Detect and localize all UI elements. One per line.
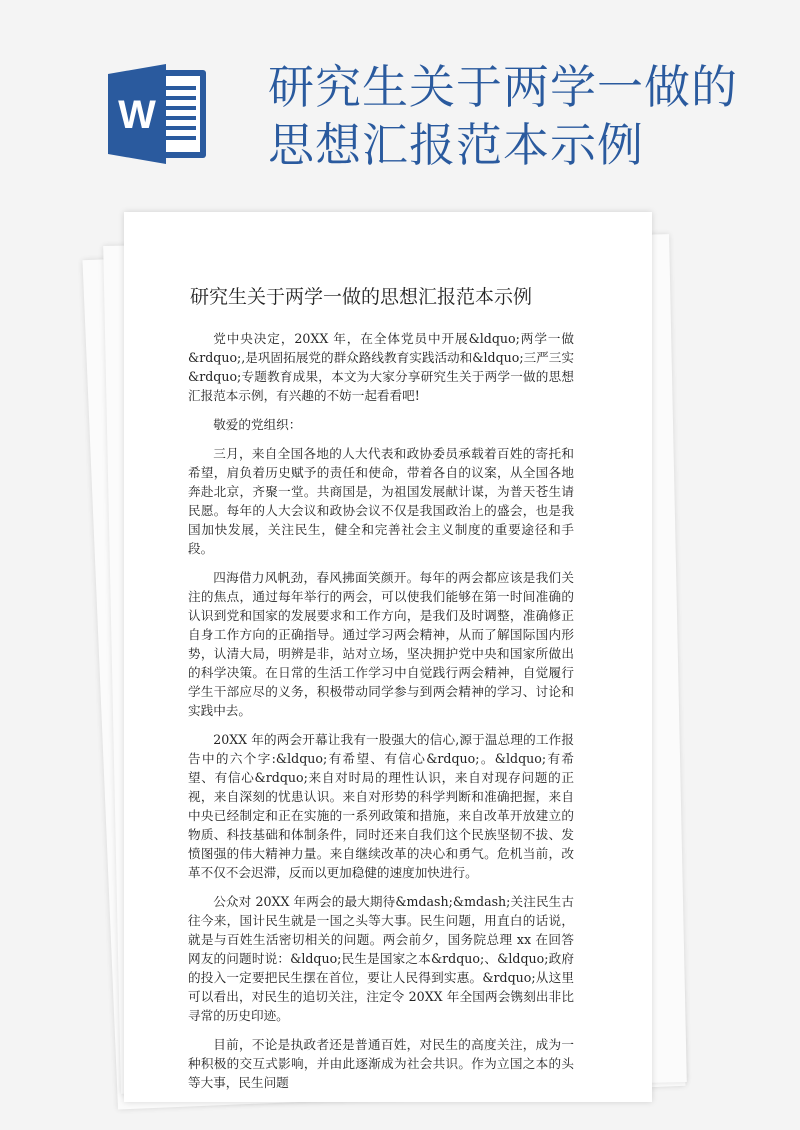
document-page xyxy=(124,212,652,1102)
document-title: 研究生关于两学一做的思想汇报范本示例 xyxy=(190,286,533,308)
document-paragraph: 目前，不论是执政者还是普通百姓，对民生的高度关注，成为一种积极的交互式影响，并由此逐渐成为社会共识。作为立国之本的头等大事，民生问题 xyxy=(188,1037,574,1090)
page-title-line-1: 研究生关于两学一做的 xyxy=(268,60,738,114)
page-title xyxy=(268,58,768,174)
word-document-icon xyxy=(108,62,210,166)
document-paragraph: 公众对 20XX 年两会的最大期待&mdash;&mdash;关注民生古往今来，国计民生就是一国之头等大事。民生问题，用直白的话说，就是与百姓生活密切相关的问题。两会前夕，国务院总理 xx 在回答网友的问题时说：&ldquo;民生是国家之本&rdquo;、&ldquo;政府的投入一定要把民生摆在首位，要让人民得到实惠。&rdquo;从这里可以看出，对民生的追切关注，注定令 20XX 年全国两会镌刻出非比寻常的历史印迹。 xyxy=(188,894,574,1023)
document-paragraph: 四海借力风帆劲，春风拂面笑颜开。每年的两会都应该是我们关注的焦点，通过每年举行的两会，可以使我们能够在第一时间准确的认识到党和国家的发展要求和工作方向，是我们及时调整，准确修正自身工作方向的正确指导。通过学习两会精神，从而了解国际国内形势，认清大局，明辨是非，站对立场，坚决拥护党中央和国家所做出的科学决策。在日常的生活工作学习中自觉践行两会精神，自觉履行学生干部应尽的义务，积极带动同学参与到两会精神的学习、讨论和实践中去。 xyxy=(188,570,574,718)
document-paragraph: 党中央决定，20XX 年，在全体党员中开展&ldquo;两学一做&rdquo;,是巩固拓展党的群众路线教育实践活动和&ldquo;三严三实&rdquo;专题教育成果，本文为大家分享研究生关于两学一做的思想汇报范本示例，有兴趣的不妨一起看看吧! xyxy=(188,331,574,403)
header xyxy=(0,0,800,200)
page-title-line-2: 思想汇报范本示例 xyxy=(268,118,644,172)
svg-text:W: W xyxy=(118,93,156,137)
document-paragraph: 三月，来自全国各地的人大代表和政协委员承载着百姓的寄托和希望，肩负着历史赋予的责任和使命，带着各自的议案，从全国各地奔赴北京，齐聚一堂。共商国是，为祖国发展献计谋，为普天苍生请民愿。每年的人大会议和政协会议不仅是我国政治上的盛会，也是我国加快发展，关注民生，健全和完善社会主义制度的重要途径和手段。 xyxy=(188,446,574,556)
document-paragraph: 20XX 年的两会开幕让我有一股强大的信心,源于温总理的工作报告中的六个字:&ldquo;有希望、有信心&rdquo;。&ldquo;有希望、有信心&rdquo;来自对时局的理性认识，来自对现存问题的正视，来自深刻的忧患认识。来自对形势的科学判断和准确把握，来自中央已经制定和正在实施的一系列政策和措施，来自改革开放建立的物质、科技基础和体制条件，同时还来自我们这个民族坚韧不拔、发愤图强的伟大精神力量。来自继续改革的决心和勇气。危机当前，改革不仅不会迟滞，反而以更加稳健的速度加快进行。 xyxy=(188,732,574,880)
document-salutation: 敬爱的党组织： xyxy=(213,417,302,432)
document-body xyxy=(188,329,574,1102)
